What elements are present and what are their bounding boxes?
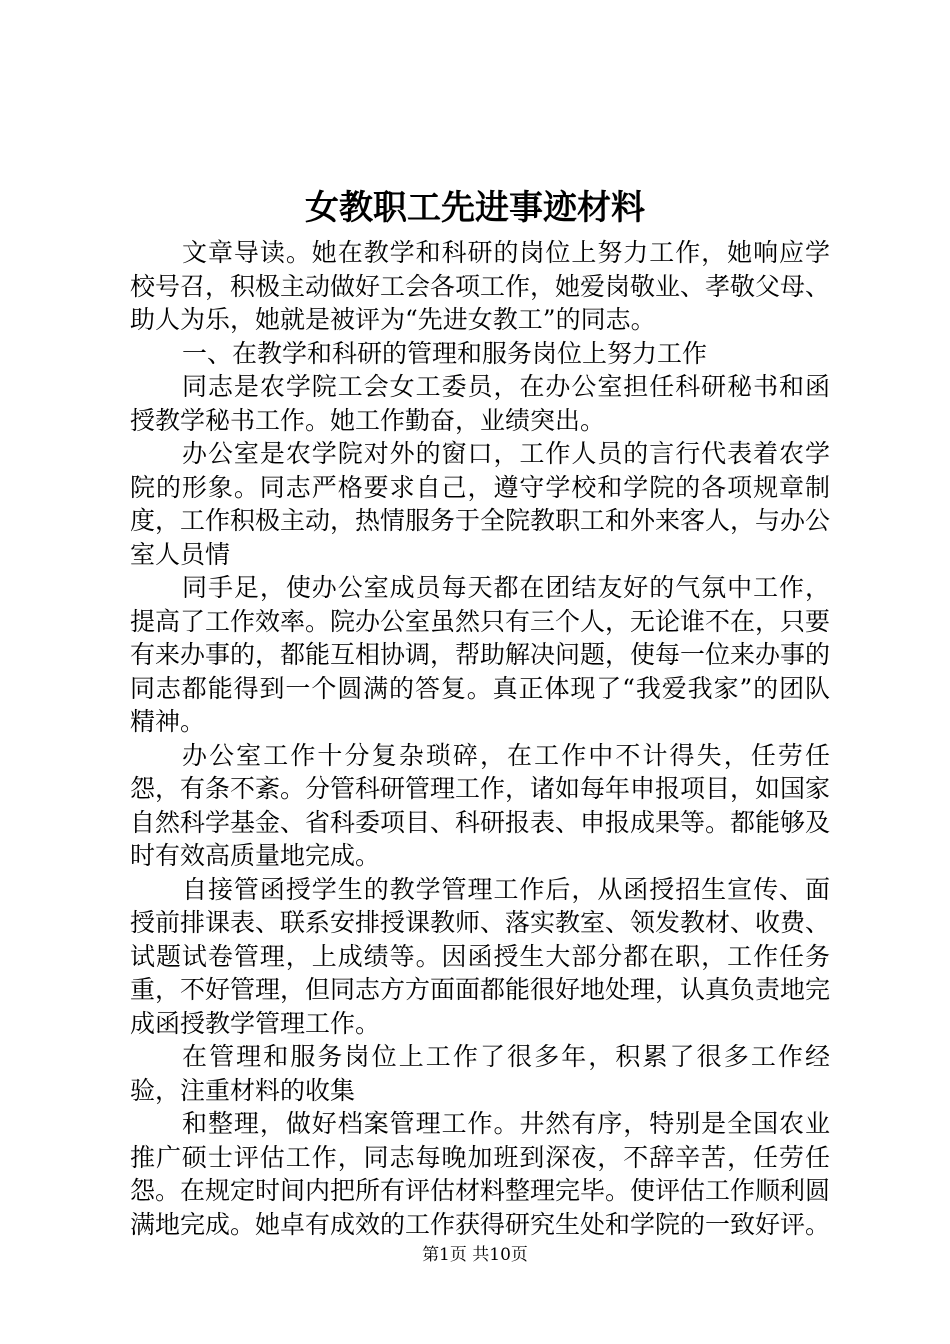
paragraph: 在管理和服务岗位上工作了很多年，积累了很多工作经验，注重材料的收集 [130,1042,830,1105]
paragraph: 同手足，使办公室成员每天都在团结友好的气氛中工作，提高了工作效率。院办公室虽然只有三个人，无论谁不在，只要有来办事的，都能互相协调，帮助解决问题，使每一位来办事的同志都能得到一个圆满的答复。真正体现了“我爱我家”的团队精神。 [130,573,831,736]
page-footer: 第1页 共10页 [422,1245,528,1265]
paragraph-intro: 文章导读。她在教学和科研的岗位上努力工作，她响应学校号召，积极主动做好工会各项工作，她爱岗敬业、孝敬父母、助人为乐，她就是被评为“先进女教工”的同志。 [130,238,831,334]
paragraph: 办公室是农学院对外的窗口，工作人员的言行代表着农学院的形象。同志严格要求自己，遵守学校和学院的各项规章制度，工作积极主动，热情服务于全院教职工和外来客人，与办公室人员情 [130,439,831,569]
paragraph: 同志是农学院工会女工委员，在办公室担任科研秘书和函授教学秘书工作。她工作勤奋，业绩突出。 [130,372,830,435]
document-title: 女教职工先进事迹材料 [305,188,645,228]
document-body [130,236,830,1241]
paragraph: 自接管函授学生的教学管理工作后，从函授招生宣传、面授前排课表、联系安排授课教师、落实教室、领发教材、收费、试题试卷管理，上成绩等。因函授生大部分都在职，工作任务重，不好管理，但同志方方面面都能很好地处理，认真负责地完成函授教学管理工作。 [130,874,831,1038]
paragraph: 办公室工作十分复杂琐碎，在工作中不计得失，任劳任怨，有条不紊。分管科研管理工作，诸如每年申报项目，如国家自然科学基金、省科委项目、科研报表、申报成果等。都能够及时有效高质量地完成。 [130,740,831,870]
paragraph: 和整理，做好档案管理工作。井然有序，特别是全国农业推广硕士评估工作，同志每晚加班到深夜，不辞辛苦，任劳任怨。在规定时间内把所有评估材料整理完毕。使评估工作顺利圆满地完成。她卓有成效的工作获得研究生处和学院的一致好评。 [130,1109,831,1239]
section-heading: 一、在教学和科研的管理和服务岗位上努力工作 [182,338,708,368]
